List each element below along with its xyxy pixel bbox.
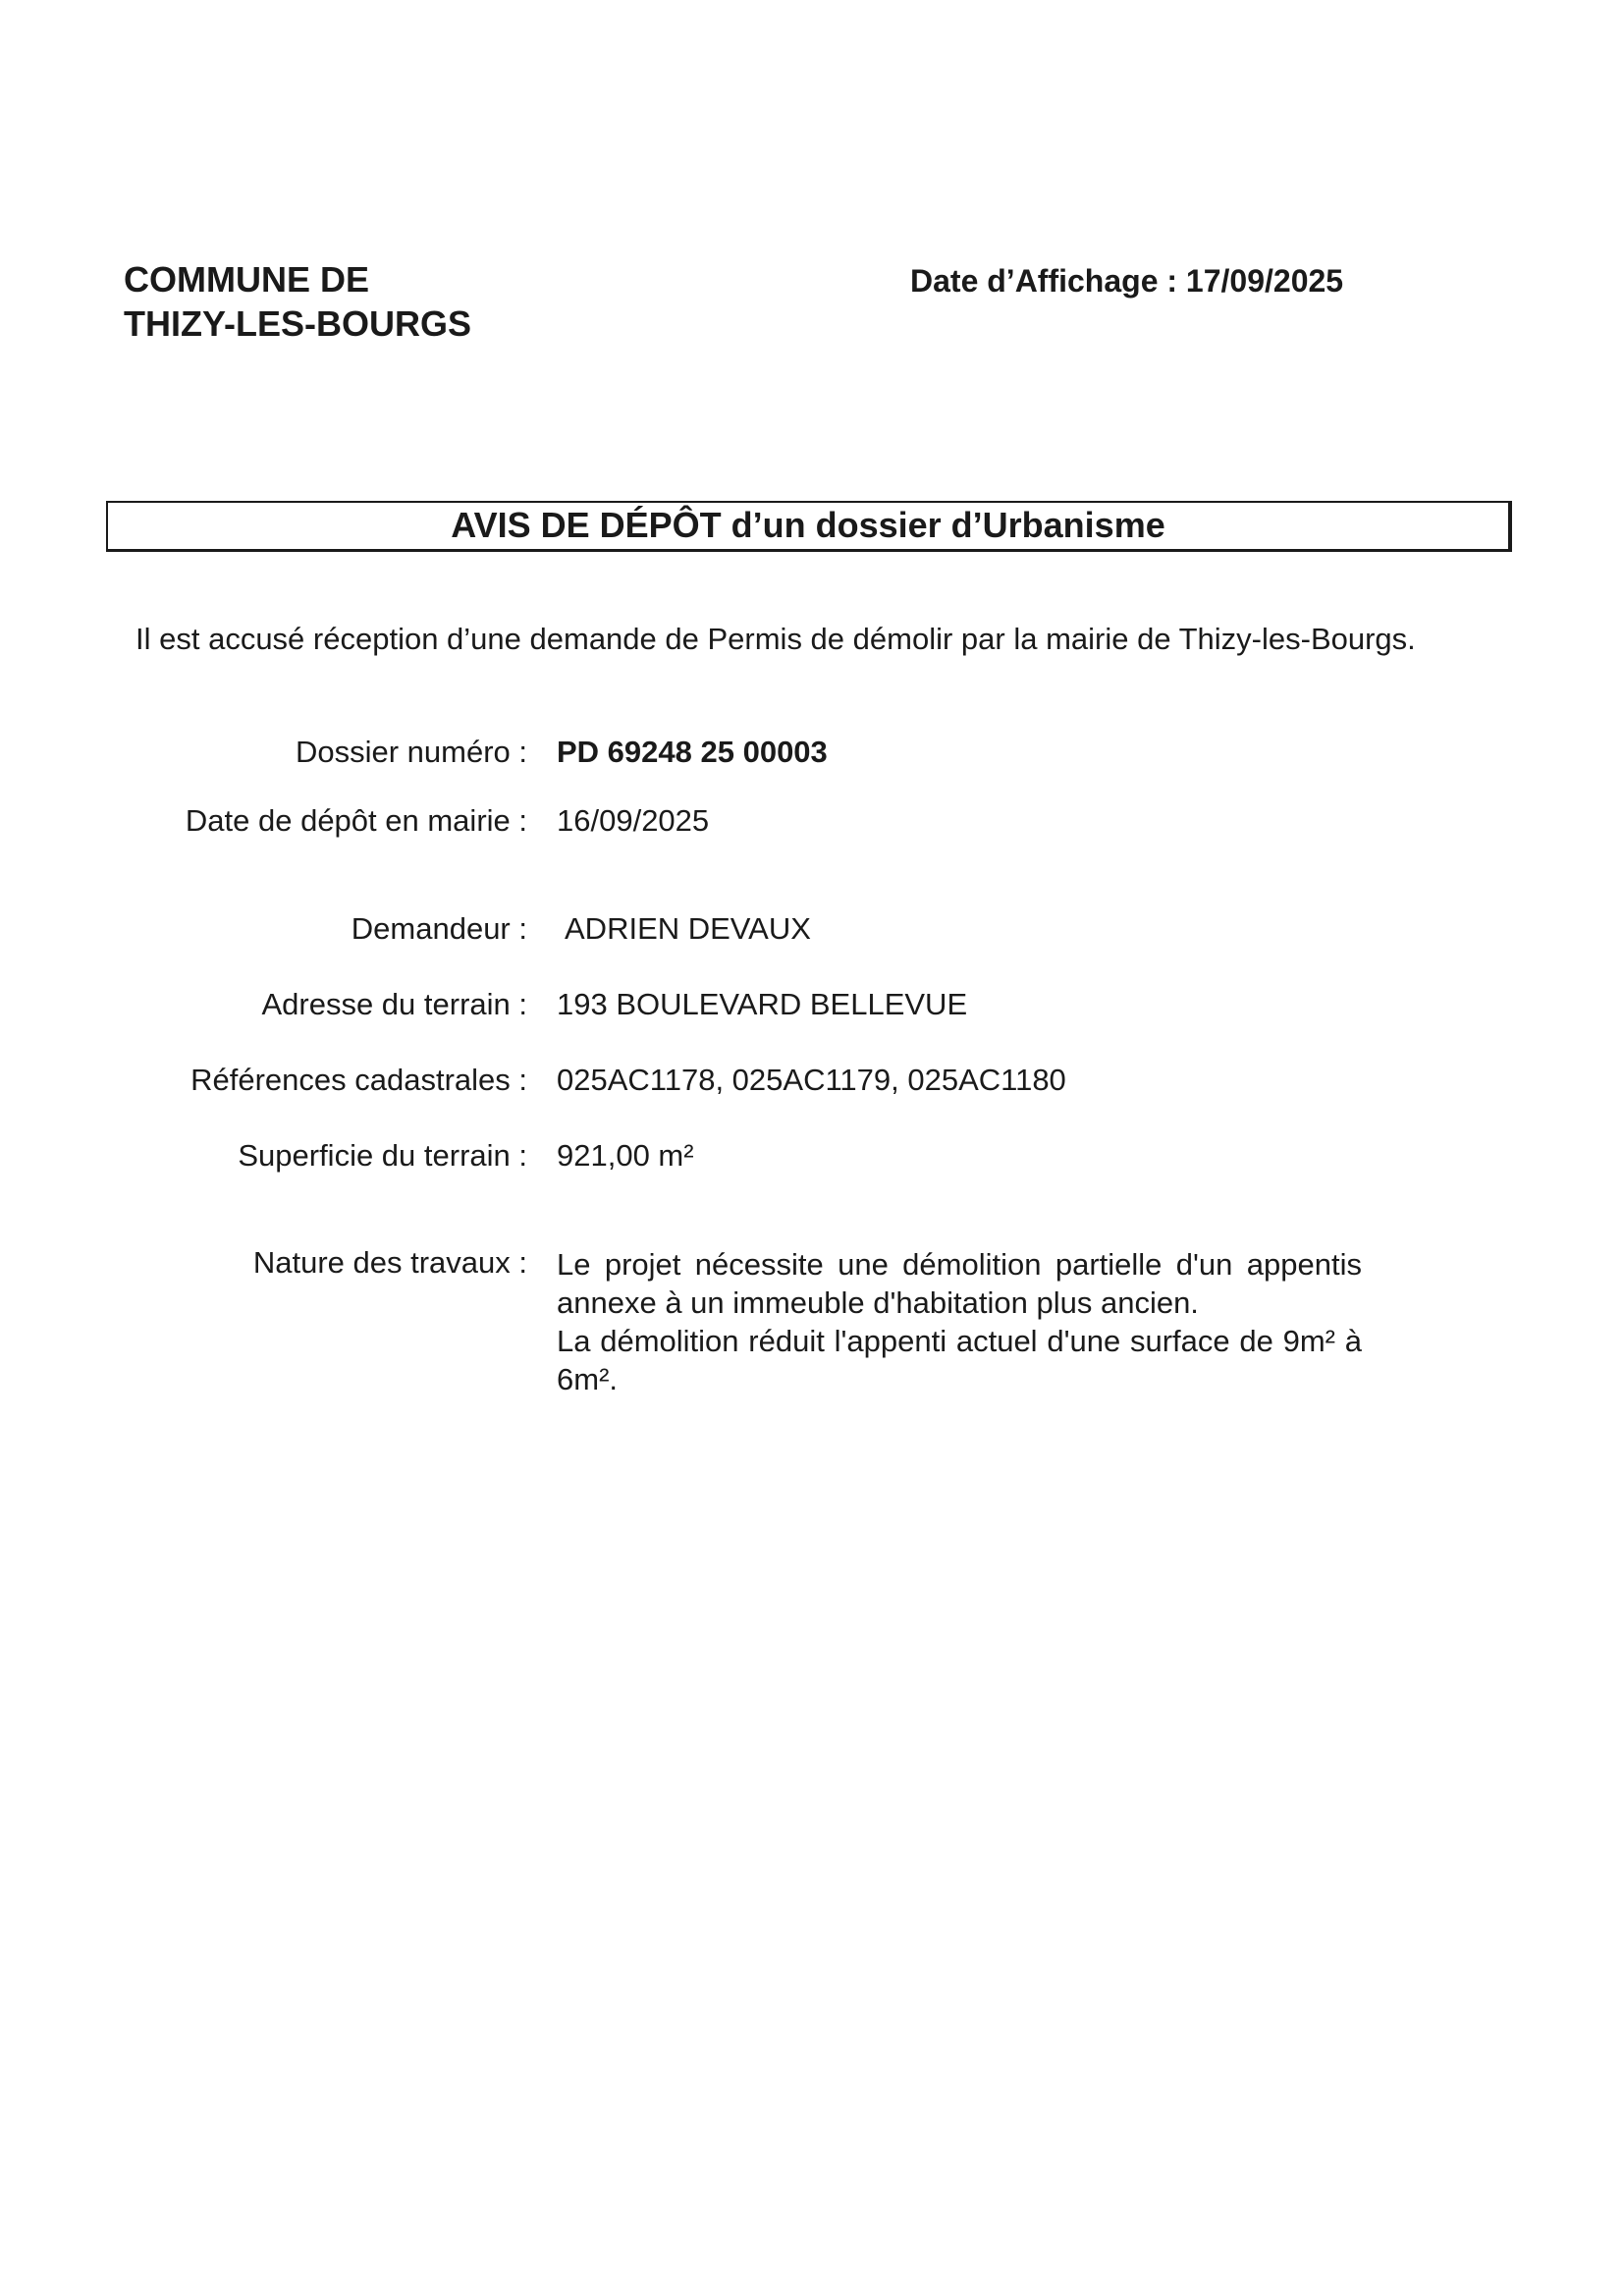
date-depot-value: 16/09/2025: [557, 803, 710, 838]
intro-text: Il est accusé réception d’une demande de Permis de démolir par la mairie de Thizy-les-Bourgs.: [135, 622, 1416, 656]
adresse-value: 193 BOULEVARD BELLEVUE: [557, 987, 968, 1021]
adresse-label: Adresse du terrain :: [261, 987, 527, 1021]
date-depot-label: Date de dépôt en mairie :: [185, 803, 527, 838]
date-affichage: Date d’Affichage : 17/09/2025: [910, 263, 1344, 299]
references-label: Références cadastrales :: [190, 1063, 527, 1097]
commune-line-2: THIZY-LES-BOURGS: [124, 303, 472, 344]
nature-value: [557, 1245, 1362, 1398]
nature-paragraph-1: Le projet nécessite une démolition partielle d'un appentis annexe à un immeuble d'habitation plus ancien.: [557, 1247, 1362, 1320]
dossier-label: Dossier numéro :: [295, 735, 527, 769]
nature-paragraph-2: La démolition réduit l'appenti actuel d'une surface de 9m² à 6m².: [557, 1324, 1362, 1396]
commune-name: [124, 257, 471, 346]
dossier-value: PD 69248 25 00003: [557, 735, 828, 769]
commune-line-1: COMMUNE DE: [124, 259, 369, 300]
superficie-label: Superficie du terrain :: [238, 1138, 527, 1173]
references-value: 025AC1178, 025AC1179, 025AC1180: [557, 1063, 1066, 1097]
page-title: AVIS DE DÉPÔT d’un dossier d’Urbanisme: [451, 505, 1165, 545]
title-box: [106, 501, 1512, 552]
nature-label: Nature des travaux :: [252, 1245, 527, 1280]
superficie-value: 921,00 m²: [557, 1138, 694, 1173]
demandeur-value: ADRIEN DEVAUX: [565, 911, 811, 946]
demandeur-label: Demandeur :: [351, 911, 527, 946]
